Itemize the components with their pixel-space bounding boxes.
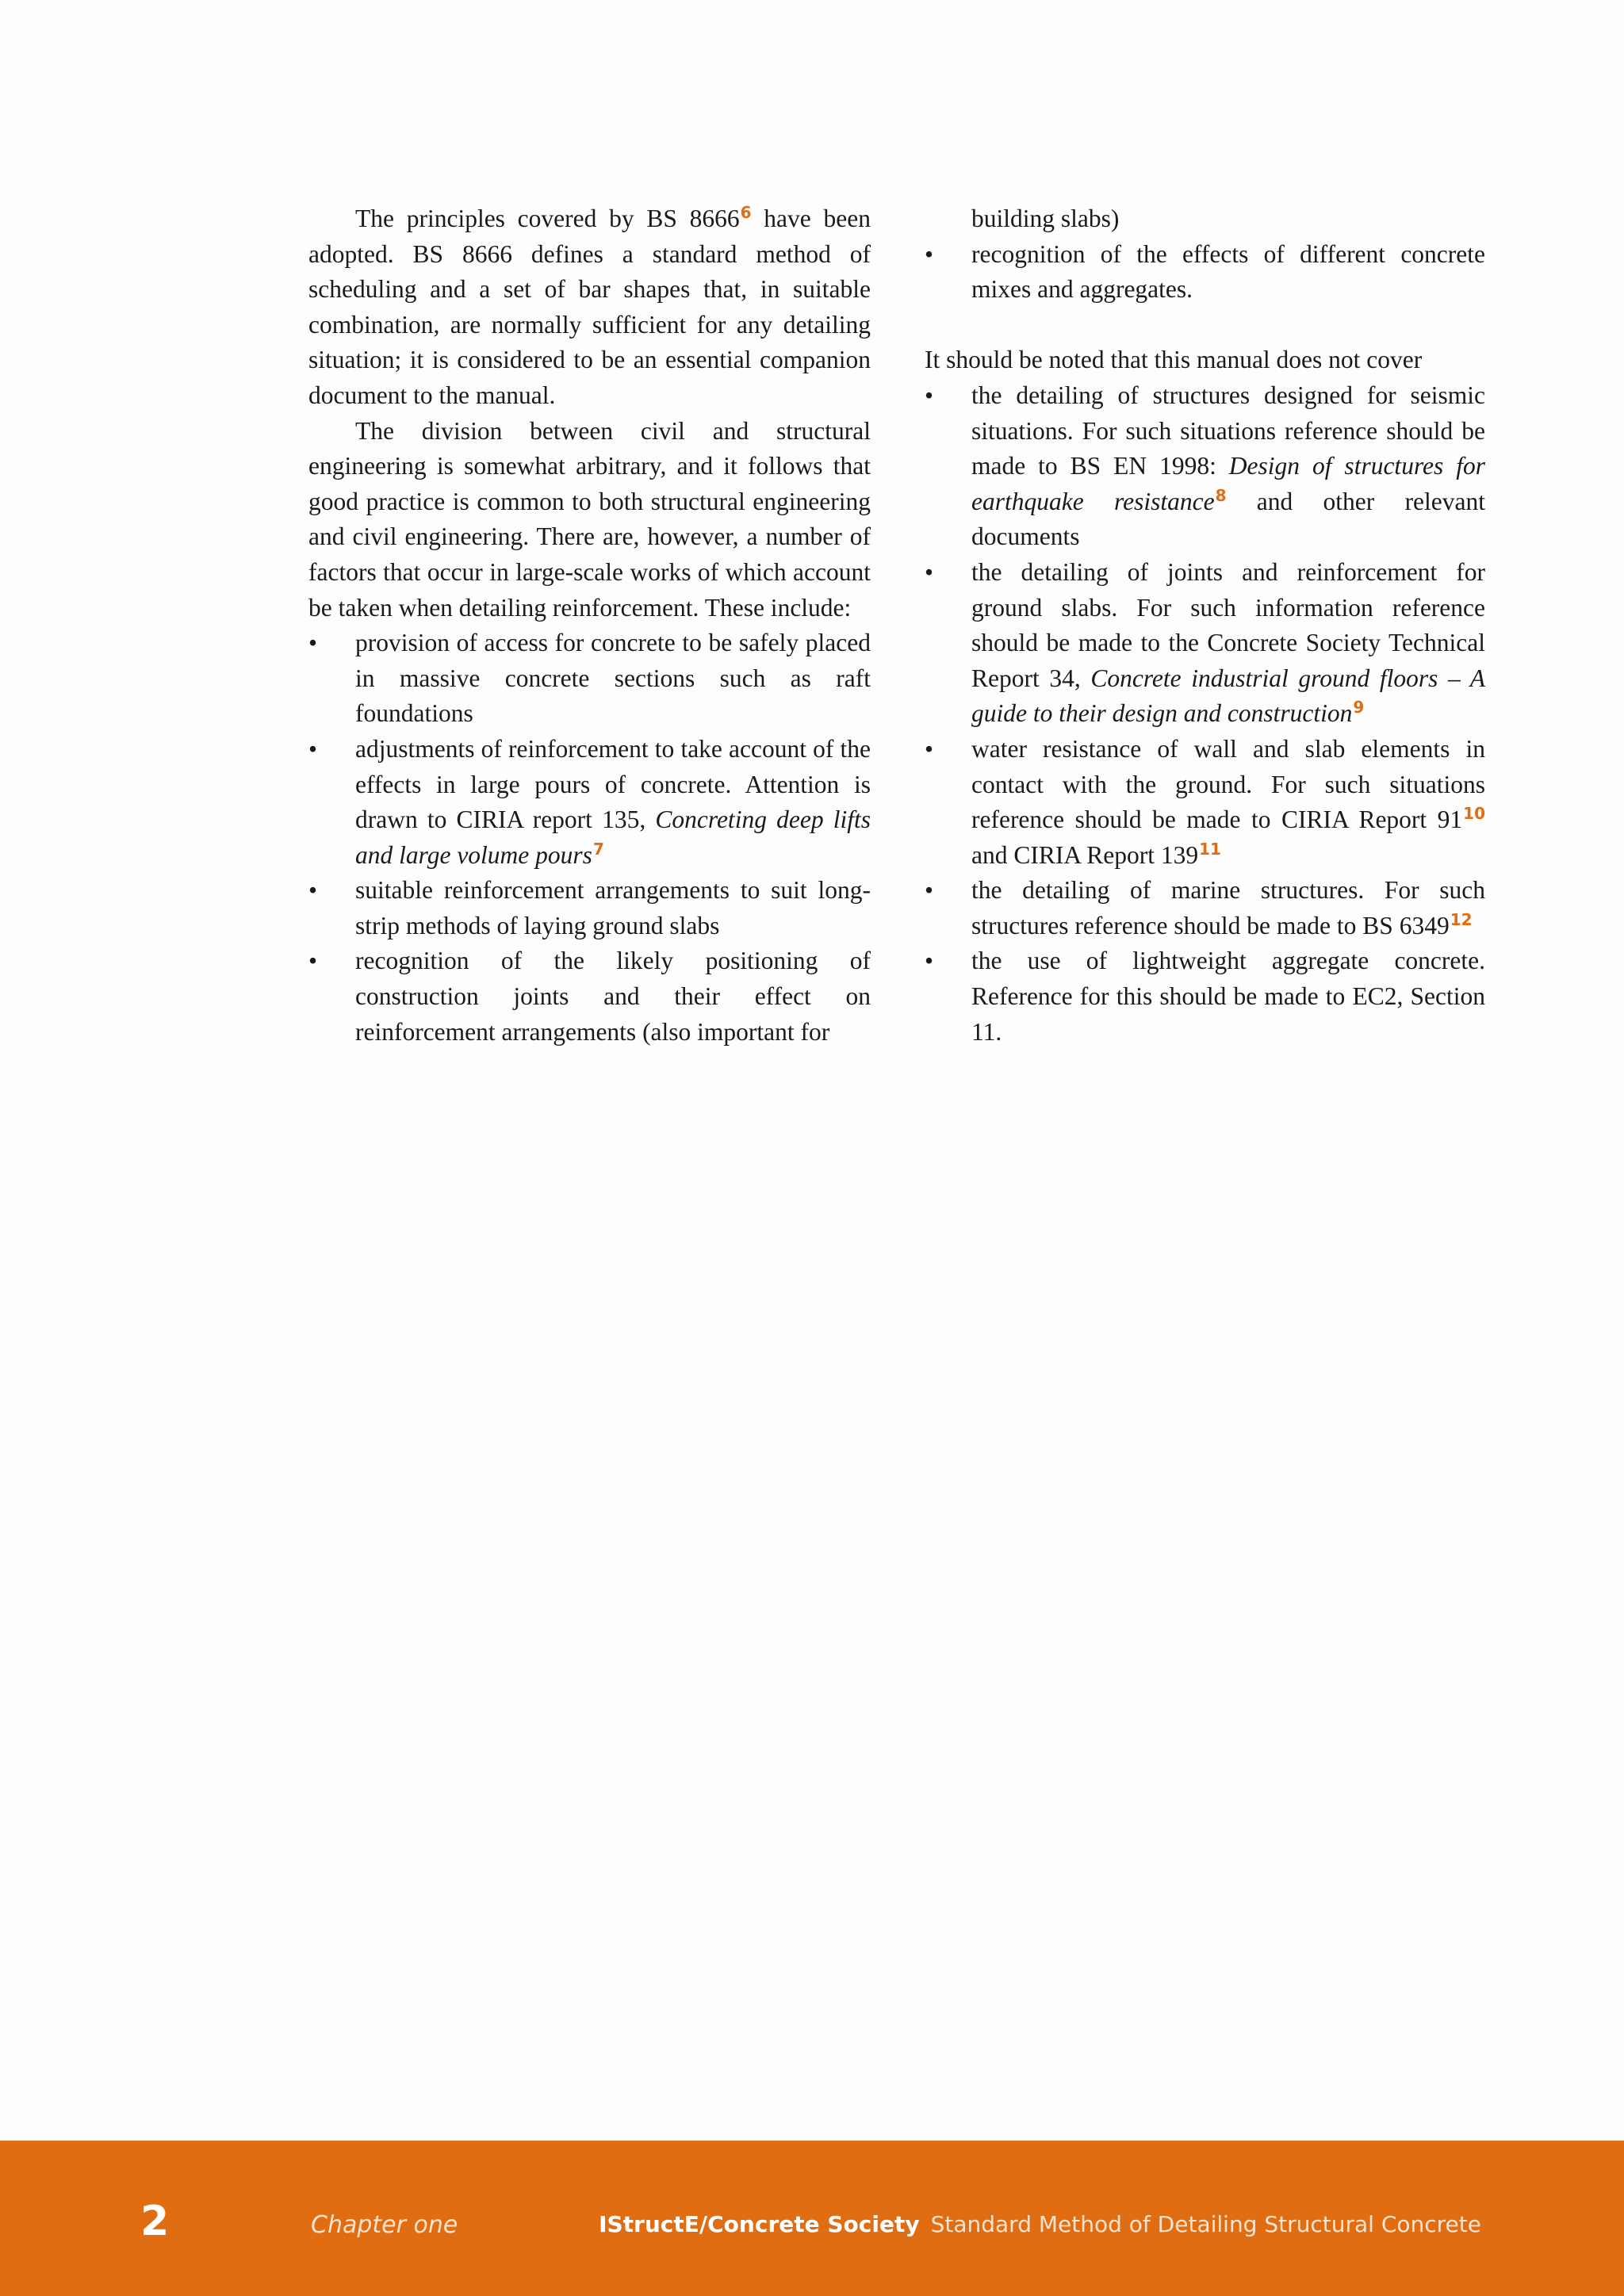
spacer (925, 308, 1485, 343)
list-item: • suitable reinforcement arrangements to suit long-strip methods of laying ground slabs (308, 873, 871, 943)
list-item-text: the detailing of joints and reinforcement for ground slabs. For such information reference should be made to the Concrete Society Technical Report 34, (971, 557, 1485, 692)
list-item (925, 873, 1485, 943)
chapter-label: Chapter one (311, 2211, 458, 2239)
right-column (925, 201, 1485, 1050)
publication-info (599, 2211, 1481, 2237)
list-item-continuation: building slabs) (971, 205, 1120, 232)
list-item-text: the detailing of marine structures. For such structures reference should be made to BS 6349 (971, 876, 1485, 939)
list-item (925, 555, 1485, 732)
footnote-ref-12[interactable]: 12 (1450, 909, 1473, 929)
list-item-text: and other relevant documents (971, 487, 1486, 551)
list-item (925, 378, 1485, 555)
list-item-text: adjustments of reinforcement to take account of the effects in large pours of concrete. Attention is drawn to CIRIA report 135, (355, 734, 871, 834)
publication-title: Standard Method of Detailing Structural Concrete (930, 2211, 1481, 2237)
footnote-ref-8[interactable]: 8 (1215, 485, 1227, 505)
bullet-list-large-scale (308, 626, 871, 1050)
list-item: • provision of access for concrete to be safely placed in massive concrete sections such as raft foundations (308, 626, 871, 732)
list-item: • recognition of the effects of different concrete mixes and aggregates. (925, 237, 1485, 308)
reference-title: Design of structures for earthquake resistance (971, 452, 1485, 515)
footnote-ref-6[interactable]: 6 (740, 203, 752, 222)
paragraph-not-covered: It should be noted that this manual does not cover (925, 346, 1423, 374)
page-number: 2 (140, 2198, 170, 2245)
left-column (308, 201, 871, 1050)
paragraph-civil-structural: The division between civil and structural engineering is somewhat arbitrary, and it follows that good practice is common to both structural engineering and civil engineering. There are, however, a number of factors that occur in large-scale works of which account be taken when detailing reinforcement. These include: (308, 416, 871, 622)
footnote-ref-11[interactable]: 11 (1199, 839, 1221, 859)
list-item-text: and CIRIA Report 139 (971, 840, 1199, 869)
list-item: • the use of lightweight aggregate concrete. Reference for this should be made to EC2, Section 11. (925, 943, 1485, 1050)
reference-title: Concrete industrial ground floors – A guide to their design and construction (971, 664, 1486, 728)
bullet-list-continued (925, 201, 1485, 308)
footnote-ref-7[interactable]: 7 (592, 839, 604, 859)
paragraph-bs8666 (308, 201, 871, 414)
list-item (308, 732, 871, 873)
list-item-text: water resistance of wall and slab elements in contact with the ground. For such situations reference should be made to CIRIA Report 91 (971, 734, 1485, 834)
reference-title: Concreting deep lifts and large volume pours (355, 806, 871, 869)
list-item: • recognition of the likely positioning of construction joints and their effect on reinforcement arrangements (also important for (308, 943, 871, 1050)
publisher-name: IStructE/Concrete Society (599, 2211, 920, 2237)
list-item (925, 732, 1485, 873)
page-footer (0, 2141, 1624, 2296)
footnote-ref-10[interactable]: 10 (1463, 804, 1485, 824)
paragraph-text: have been adopted. BS 8666 defines a standard method of scheduling and a set of bar shapes that, in suitable combination, are normally sufficient for any detailing situation; it is considered to be an essential companion document to the manual. (308, 205, 871, 409)
paragraph-text: The principles covered by BS 8666 (355, 205, 740, 232)
bullet-list-not-covered (925, 378, 1485, 1050)
list-item-text: the detailing of structures designed for seismic situations. For such situations reference should be made to BS EN 1998: (971, 381, 1485, 480)
footnote-ref-9[interactable]: 9 (1353, 698, 1365, 718)
